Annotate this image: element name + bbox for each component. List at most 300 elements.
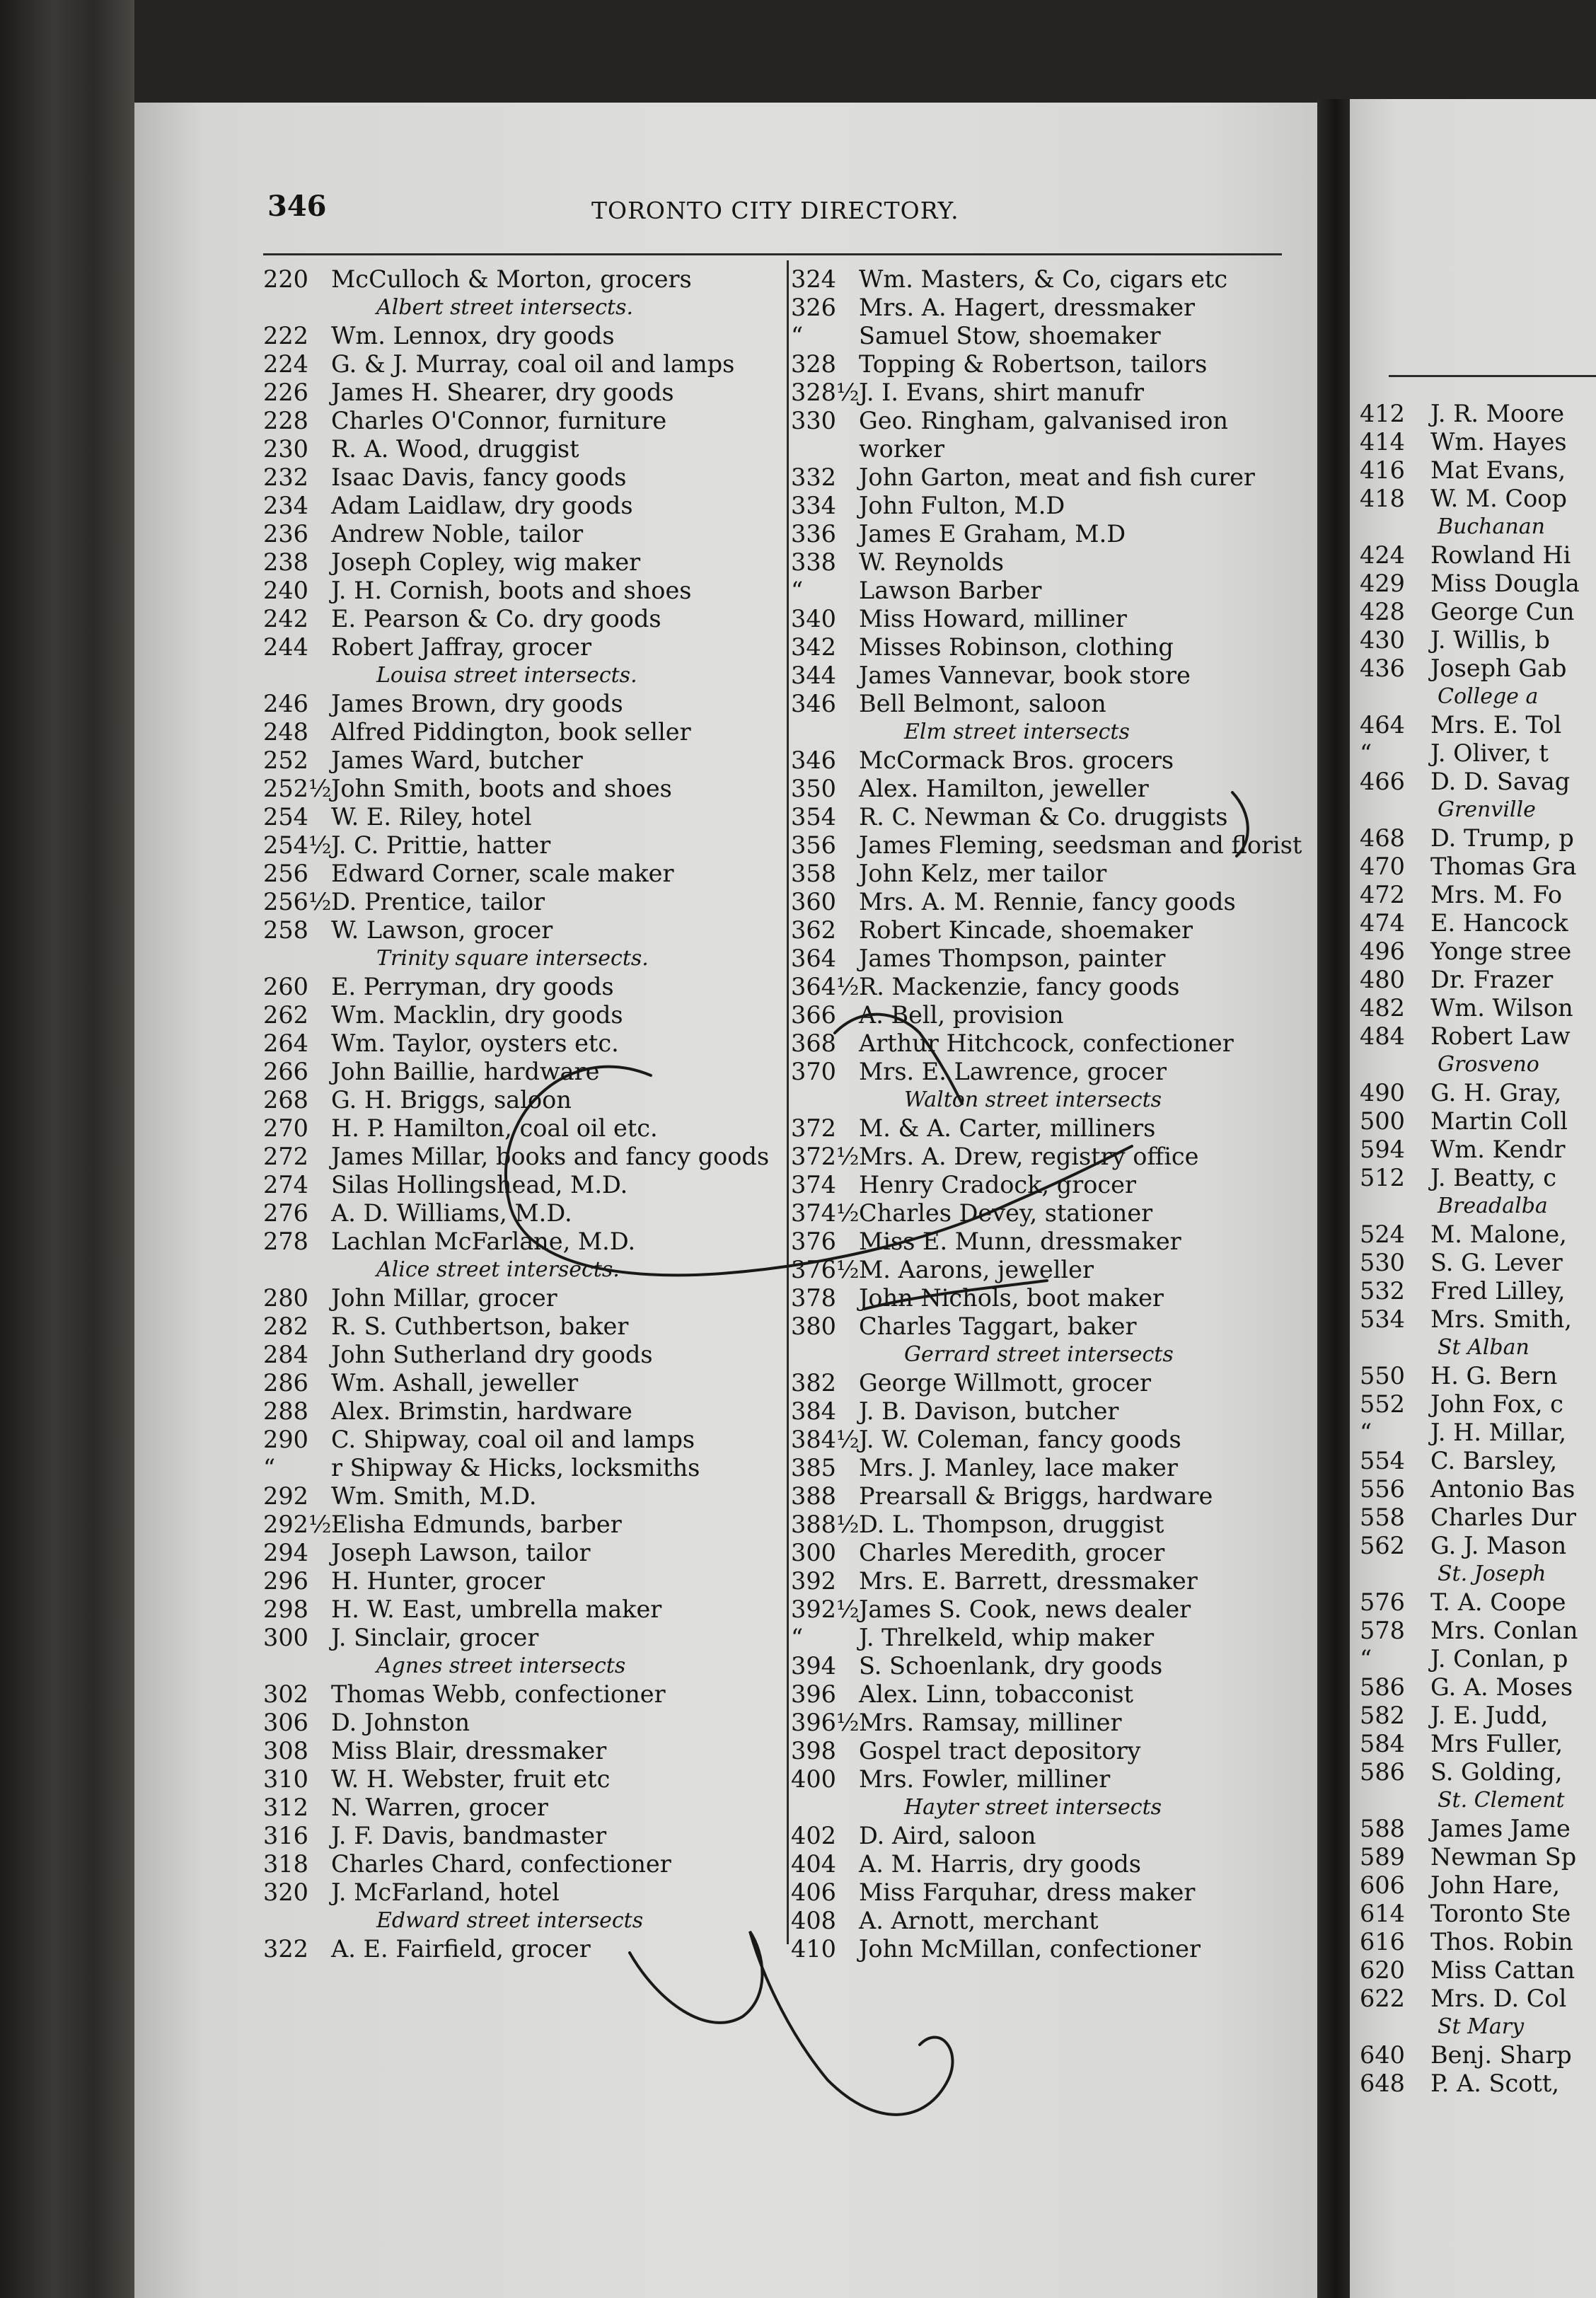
occupant-name: Gospel tract depository <box>859 1737 1141 1765</box>
street-number: 558 <box>1360 1503 1405 1531</box>
occupant-name: John Fox, c <box>1430 1390 1563 1418</box>
occupant-name: J. H. Cornish, boots and shoes <box>331 577 692 604</box>
occupant-name: Robert Law <box>1430 1022 1571 1050</box>
pen-strike-mark <box>865 1281 1047 1309</box>
occupant-name: D. D. Savag <box>1430 768 1571 795</box>
occupant-name: Thomas Webb, confectioner <box>331 1680 666 1708</box>
street-number: 394 <box>791 1652 836 1680</box>
occupant-name: Thos. Robin <box>1430 1928 1573 1956</box>
occupant-name: Topping & Robertson, tailors <box>859 350 1208 378</box>
street-number: 298 <box>263 1595 308 1623</box>
occupant-name: G. H. Gray, <box>1430 1079 1562 1107</box>
occupant-name: Wm. Wilson <box>1430 994 1573 1022</box>
occupant-name: Joseph Gab <box>1430 654 1567 682</box>
occupant-name: C. Shipway, coal oil and lamps <box>331 1426 695 1453</box>
occupant-name: John Hare, <box>1430 1871 1561 1899</box>
occupant-name: James Ward, butcher <box>331 746 583 774</box>
occupant-name: Miss E. Munn, dressmaker <box>859 1228 1181 1255</box>
street-number: 576 <box>1360 1588 1405 1616</box>
street-number: 550 <box>1360 1362 1405 1390</box>
street-number: 436 <box>1360 654 1405 682</box>
street-number: 490 <box>1360 1079 1405 1107</box>
street-number: 278 <box>263 1228 308 1255</box>
occupant-name: Mrs. Smith, <box>1430 1305 1572 1333</box>
street-number: 554 <box>1360 1447 1405 1474</box>
street-number: 332 <box>791 463 836 491</box>
cross-street-heading: Hayter street intersects <box>904 1795 1162 1820</box>
street-number: 584 <box>1360 1730 1405 1757</box>
street-number: 606 <box>1360 1871 1405 1899</box>
occupant-name: James Fleming, seedsman and florist <box>859 831 1302 859</box>
street-number: 326 <box>791 294 836 321</box>
occupant-name: A. E. Fairfield, grocer <box>331 1935 591 1963</box>
occupant-name: J. H. Millar, <box>1430 1419 1567 1446</box>
street-number: 256½ <box>263 888 332 916</box>
street-number: 286 <box>263 1369 308 1397</box>
street-number: 616 <box>1360 1928 1405 1956</box>
occupant-name: Mrs. E. Lawrence, grocer <box>859 1058 1167 1085</box>
running-header: TORONTO CITY DIRECTORY. <box>591 197 959 224</box>
occupant-name: D. Trump, p <box>1430 824 1574 852</box>
street-number: 418 <box>1360 485 1405 512</box>
occupant-name: M. Aarons, jeweller <box>859 1256 1094 1283</box>
street-number: 222 <box>263 322 308 350</box>
street-number: 246 <box>263 690 308 717</box>
cross-street-heading: St Mary <box>1438 2014 1525 2039</box>
occupant-name: W. E. Riley, hotel <box>331 803 532 831</box>
occupant-name: R. S. Cuthbertson, baker <box>331 1312 629 1340</box>
cross-street-heading: St. Clement <box>1438 1788 1565 1813</box>
occupant-name: McCulloch & Morton, grocers <box>331 265 692 293</box>
street-number: 242 <box>263 605 308 633</box>
street-number: 236 <box>263 520 308 548</box>
street-number: 338 <box>791 548 836 576</box>
street-number: 306 <box>263 1709 308 1736</box>
occupant-name: Toronto Ste <box>1430 1900 1571 1927</box>
street-number: 302 <box>263 1680 308 1708</box>
street-number: 376½ <box>791 1256 860 1283</box>
occupant-name: James H. Shearer, dry goods <box>331 379 674 406</box>
occupant-name: J. B. Davison, butcher <box>859 1397 1119 1425</box>
occupant-name: Martin Coll <box>1430 1107 1568 1135</box>
street-number: 354 <box>791 803 836 831</box>
pen-bottom-flourish <box>630 1932 952 2115</box>
occupant-name: Prearsall & Briggs, hardware <box>859 1482 1213 1510</box>
street-number: 578 <box>1360 1617 1405 1644</box>
cross-street-heading: Agnes street intersects <box>376 1653 626 1678</box>
street-number: 464 <box>1360 711 1405 739</box>
occupant-name: W. M. Coop <box>1430 485 1567 512</box>
street-number: 496 <box>1360 937 1405 965</box>
street-number: 562 <box>1360 1532 1405 1559</box>
street-number: 620 <box>1360 1956 1405 1984</box>
occupant-name: A. Bell, provision <box>859 1001 1064 1029</box>
occupant-name: G. & J. Murray, coal oil and lamps <box>331 350 735 378</box>
street-number: 586 <box>1360 1673 1405 1701</box>
occupant-name: Yonge stree <box>1430 937 1572 965</box>
street-number: 268 <box>263 1086 308 1114</box>
occupant-name: Alex. Brimstin, hardware <box>331 1397 632 1425</box>
street-number: 372½ <box>791 1143 860 1170</box>
street-number: “ <box>1360 1419 1372 1446</box>
cross-street-heading: Grosveno <box>1438 1052 1539 1077</box>
cross-street-heading: Louisa street intersects. <box>376 663 637 688</box>
street-number: 474 <box>1360 909 1405 937</box>
street-number: “ <box>791 1624 804 1651</box>
occupant-name: W. Lawson, grocer <box>331 916 553 944</box>
occupant-name: Joseph Lawson, tailor <box>331 1539 591 1566</box>
street-number: 400 <box>791 1765 836 1793</box>
occupant-name: Thomas Gra <box>1430 853 1577 880</box>
occupant-name: Charles Chard, confectioner <box>331 1850 671 1878</box>
street-number: 398 <box>791 1737 836 1765</box>
street-number: 470 <box>1360 853 1405 880</box>
occupant-name: George Willmott, grocer <box>859 1369 1152 1397</box>
cross-street-heading: Breadalba <box>1438 1194 1548 1218</box>
occupant-name: Lawson Barber <box>859 577 1042 604</box>
occupant-name: G. J. Mason <box>1430 1532 1567 1559</box>
street-number: 276 <box>263 1199 308 1227</box>
street-number: 252½ <box>263 775 332 802</box>
occupant-name: Wm. Ashall, jeweller <box>331 1369 579 1397</box>
occupant-name: J. Threlkeld, whip maker <box>859 1624 1155 1651</box>
street-number: 360 <box>791 888 836 916</box>
occupant-name: J. E. Judd, <box>1430 1702 1549 1729</box>
street-number: 648 <box>1360 2069 1405 2097</box>
occupant-name: Bell Belmont, saloon <box>859 690 1106 717</box>
cross-street-heading: Grenville <box>1438 797 1536 822</box>
street-number: 412 <box>1360 400 1405 427</box>
occupant-name: Robert Jaffray, grocer <box>331 633 591 661</box>
occupant-name: John Nichols, boot maker <box>859 1284 1164 1312</box>
street-number: 430 <box>1360 626 1405 654</box>
occupant-name: J. C. Prittie, hatter <box>331 831 551 859</box>
cross-street-heading: Trinity square intersects. <box>376 946 649 971</box>
occupant-name: Wm. Smith, M.D. <box>331 1482 537 1510</box>
street-number: 240 <box>263 577 308 604</box>
street-number: 374½ <box>791 1199 860 1227</box>
street-number: 424 <box>1360 541 1405 569</box>
street-number: 244 <box>263 633 308 661</box>
pen-bracket-mark <box>1232 792 1248 856</box>
occupant-name: r Shipway & Hicks, locksmiths <box>331 1454 700 1482</box>
occupant-name: John Fulton, M.D <box>859 492 1065 519</box>
occupant-name: E. Pearson & Co. dry goods <box>331 605 661 633</box>
street-number: 472 <box>1360 881 1405 908</box>
occupant-name: J. R. Moore <box>1430 400 1565 427</box>
occupant-name: J. McFarland, hotel <box>331 1878 560 1906</box>
street-number: 280 <box>263 1284 308 1312</box>
occupant-name: James S. Cook, news dealer <box>859 1595 1191 1623</box>
occupant-name: S. G. Lever <box>1430 1249 1563 1276</box>
occupant-name: D. Prentice, tailor <box>331 888 545 916</box>
street-number: 410 <box>791 1935 836 1963</box>
cross-street-heading: College a <box>1438 684 1539 709</box>
occupant-name: G. A. Moses <box>1430 1673 1573 1701</box>
street-number: 614 <box>1360 1900 1405 1927</box>
street-number: 252 <box>263 746 308 774</box>
street-number: 320 <box>263 1878 308 1906</box>
street-number: 530 <box>1360 1249 1405 1276</box>
street-number: “ <box>1360 739 1372 767</box>
occupant-name: Geo. Ringham, galvanised iron worker <box>859 407 1228 463</box>
cross-street-heading: Albert street intersects. <box>376 295 634 320</box>
occupant-name: J. Oliver, t <box>1430 739 1549 767</box>
occupant-name: James Jame <box>1430 1815 1571 1842</box>
occupant-name: Mrs. A. Drew, registry office <box>859 1143 1199 1170</box>
street-number: 220 <box>263 265 308 293</box>
street-number: 372 <box>791 1114 836 1142</box>
street-number: 356 <box>791 831 836 859</box>
occupant-name: Henry Cradock, grocer <box>859 1171 1137 1199</box>
street-number: 342 <box>791 633 836 661</box>
occupant-name: D. L. Thompson, druggist <box>859 1511 1164 1538</box>
page-number: 346 <box>267 190 327 223</box>
occupant-name: Elisha Edmunds, barber <box>331 1511 622 1538</box>
occupant-name: H. W. East, umbrella maker <box>331 1595 662 1623</box>
occupant-name: James E Graham, M.D <box>859 520 1126 548</box>
street-number: 512 <box>1360 1164 1405 1191</box>
occupant-name: Mrs. A. Hagert, dressmaker <box>859 294 1196 321</box>
occupant-name: Wm. Kendr <box>1430 1136 1566 1163</box>
occupant-name: Newman Sp <box>1430 1843 1577 1871</box>
occupant-name: Adam Laidlaw, dry goods <box>331 492 633 519</box>
occupant-name: Benj. Sharp <box>1430 2041 1572 2069</box>
occupant-name: John Kelz, mer tailor <box>859 860 1107 887</box>
occupant-name: T. A. Coope <box>1430 1588 1566 1616</box>
occupant-name: John Sutherland dry goods <box>331 1341 653 1368</box>
occupant-name: Misses Robinson, clothing <box>859 633 1174 661</box>
street-number: 622 <box>1360 1985 1405 2012</box>
street-number: 388 <box>791 1482 836 1510</box>
street-number: 350 <box>791 775 836 802</box>
street-number: 258 <box>263 916 308 944</box>
street-number: 282 <box>263 1312 308 1340</box>
cross-street-heading: Walton street intersects <box>904 1087 1162 1112</box>
street-number: 260 <box>263 973 308 1000</box>
street-number: 374 <box>791 1171 836 1199</box>
street-number: 224 <box>263 350 308 378</box>
occupant-name: W. H. Webster, fruit etc <box>331 1765 611 1793</box>
street-number: 308 <box>263 1737 308 1765</box>
street-number: 552 <box>1360 1390 1405 1418</box>
street-number: 230 <box>263 435 308 463</box>
street-number: 284 <box>263 1341 308 1368</box>
street-number: 234 <box>263 492 308 519</box>
occupant-name: John Garton, meat and fish curer <box>859 463 1255 491</box>
occupant-name: Mrs. Fowler, milliner <box>859 1765 1111 1793</box>
occupant-name: Wm. Hayes <box>1430 428 1567 456</box>
street-number: 256 <box>263 860 308 887</box>
street-number: 274 <box>263 1171 308 1199</box>
street-number: 396 <box>791 1680 836 1708</box>
street-number: 294 <box>263 1539 308 1566</box>
cross-street-heading: Buchanan <box>1438 514 1545 539</box>
occupant-name: Mrs. E. Barrett, dressmaker <box>859 1567 1198 1595</box>
occupant-name: Wm. Lennox, dry goods <box>331 322 615 350</box>
occupant-name: J. Conlan, p <box>1430 1645 1568 1673</box>
occupant-name: J. F. Davis, bandmaster <box>331 1822 607 1849</box>
street-number: 414 <box>1360 428 1405 456</box>
occupant-name: A. Arnott, merchant <box>859 1907 1099 1934</box>
occupant-name: James Vannevar, book store <box>859 662 1191 689</box>
street-number: 248 <box>263 718 308 746</box>
street-number: 484 <box>1360 1022 1405 1050</box>
occupant-name: Fred Lilley, <box>1430 1277 1566 1305</box>
occupant-name: Wm. Macklin, dry goods <box>331 1001 623 1029</box>
street-number: 429 <box>1360 570 1405 597</box>
occupant-name: Alex. Hamilton, jeweller <box>859 775 1149 802</box>
occupant-name: E. Perryman, dry goods <box>331 973 614 1000</box>
occupant-name: Charles Meredith, grocer <box>859 1539 1165 1566</box>
street-number: 270 <box>263 1114 308 1142</box>
occupant-name: Andrew Noble, tailor <box>331 520 584 548</box>
occupant-name: Miss Dougla <box>1430 570 1580 597</box>
street-number: 524 <box>1360 1220 1405 1248</box>
occupant-name: Mrs Fuller, <box>1430 1730 1563 1757</box>
street-number: 594 <box>1360 1136 1405 1163</box>
street-number: 334 <box>791 492 836 519</box>
occupant-name: Miss Howard, milliner <box>859 605 1127 633</box>
street-number: 300 <box>791 1539 836 1566</box>
street-number: 296 <box>263 1567 308 1595</box>
occupant-name: Lachlan McFarlane, M.D. <box>331 1228 636 1255</box>
street-number: 468 <box>1360 824 1405 852</box>
occupant-name: Miss Blair, dressmaker <box>331 1737 607 1765</box>
occupant-name: H. G. Bern <box>1430 1362 1558 1390</box>
street-number: 376 <box>791 1228 836 1255</box>
street-number: 364 <box>791 945 836 972</box>
street-number: 396½ <box>791 1709 860 1736</box>
cross-street-heading: Alice street intersects. <box>376 1257 620 1282</box>
cross-street-heading: St. Joseph <box>1438 1561 1546 1586</box>
occupant-name: George Cun <box>1430 598 1575 625</box>
cross-street-heading: Edward street intersects <box>376 1908 644 1933</box>
street-number: 589 <box>1360 1843 1405 1871</box>
occupant-name: W. Reynolds <box>859 548 1004 576</box>
occupant-name: E. Hancock <box>1430 909 1568 937</box>
occupant-name: Edward Corner, scale maker <box>331 860 674 887</box>
street-number: “ <box>263 1454 276 1482</box>
street-number: 272 <box>263 1143 308 1170</box>
occupant-name: P. A. Scott, <box>1430 2069 1559 2097</box>
street-number: 416 <box>1360 456 1405 484</box>
occupant-name: Charles Devey, stationer <box>859 1199 1153 1227</box>
pen-curve-mark <box>835 1015 962 1104</box>
street-number: 226 <box>263 379 308 406</box>
street-number: 500 <box>1360 1107 1405 1135</box>
occupant-name: Mrs. Conlan <box>1430 1617 1578 1644</box>
street-number: 388½ <box>791 1511 860 1538</box>
street-number: 378 <box>791 1284 836 1312</box>
occupant-name: Samuel Stow, shoemaker <box>859 322 1161 350</box>
occupant-name: A. M. Harris, dry goods <box>859 1850 1141 1878</box>
street-number: 534 <box>1360 1305 1405 1333</box>
street-number: 392½ <box>791 1595 860 1623</box>
occupant-name: John McMillan, confectioner <box>859 1935 1201 1963</box>
street-number: 254 <box>263 803 308 831</box>
occupant-name: J. I. Evans, shirt manufr <box>859 379 1144 406</box>
street-number: 346 <box>791 690 836 717</box>
occupant-name: D. Johnston <box>331 1709 470 1736</box>
street-number: 640 <box>1360 2041 1405 2069</box>
occupant-name: Mrs. J. Manley, lace maker <box>859 1454 1178 1482</box>
street-number: 290 <box>263 1426 308 1453</box>
occupant-name: N. Warren, grocer <box>331 1794 548 1821</box>
occupant-name: R. C. Newman & Co. druggists <box>859 803 1228 831</box>
occupant-name: D. Aird, saloon <box>859 1822 1036 1849</box>
street-number: 346 <box>791 746 836 774</box>
street-number: 582 <box>1360 1702 1405 1729</box>
street-number: 316 <box>263 1822 308 1849</box>
occupant-name: McCormack Bros. grocers <box>859 746 1174 774</box>
street-number: 366 <box>791 1001 836 1029</box>
street-number: 556 <box>1360 1475 1405 1503</box>
occupant-name: Charles O'Connor, furniture <box>331 407 667 434</box>
occupant-name: Wm. Taylor, oysters etc. <box>331 1029 619 1057</box>
occupant-name: James Brown, dry goods <box>331 690 623 717</box>
pen-loop-mark <box>506 1067 1132 1276</box>
street-number: 324 <box>791 265 836 293</box>
street-number: 238 <box>263 548 308 576</box>
occupant-name: Alex. Linn, tobacconist <box>859 1680 1134 1708</box>
cross-street-heading: Elm street intersects <box>904 720 1130 744</box>
cross-street-heading: St Alban <box>1438 1335 1530 1360</box>
street-number: 368 <box>791 1029 836 1057</box>
street-number: 370 <box>791 1058 836 1085</box>
occupant-name: Antonio Bas <box>1430 1475 1575 1503</box>
occupant-name: J. Willis, b <box>1430 626 1550 654</box>
street-number: 402 <box>791 1822 836 1849</box>
occupant-name: C. Barsley, <box>1430 1447 1558 1474</box>
street-number: 480 <box>1360 966 1405 993</box>
occupant-name: S. Golding, <box>1430 1758 1563 1786</box>
street-number: 254½ <box>263 831 332 859</box>
occupant-name: James Thompson, painter <box>859 945 1166 972</box>
street-number: 292 <box>263 1482 308 1510</box>
street-number: 328½ <box>791 379 860 406</box>
street-number: 404 <box>791 1850 836 1878</box>
occupant-name: Miss Cattan <box>1430 1956 1575 1984</box>
street-number: “ <box>791 577 804 604</box>
street-number: 310 <box>263 1765 308 1793</box>
street-number: 482 <box>1360 994 1405 1022</box>
occupant-name: John Smith, boots and shoes <box>331 775 672 802</box>
street-number: 358 <box>791 860 836 887</box>
occupant-name: H. Hunter, grocer <box>331 1567 545 1595</box>
street-number: 288 <box>263 1397 308 1425</box>
occupant-name: H. P. Hamilton, coal oil etc. <box>331 1114 658 1142</box>
occupant-name: John Baillie, hardware <box>331 1058 600 1085</box>
occupant-name: J. W. Coleman, fancy goods <box>859 1426 1181 1453</box>
occupant-name: Silas Hollingshead, M.D. <box>331 1171 628 1199</box>
occupant-name: Dr. Frazer <box>1430 966 1554 993</box>
street-number: 330 <box>791 407 836 434</box>
occupant-name: Mrs. D. Col <box>1430 1985 1567 2012</box>
occupant-name: M. & A. Carter, milliners <box>859 1114 1156 1142</box>
street-number: 382 <box>791 1369 836 1397</box>
street-number: 588 <box>1360 1815 1405 1842</box>
occupant-name: Mrs. A. M. Rennie, fancy goods <box>859 888 1236 916</box>
occupant-name: Rowland Hi <box>1430 541 1571 569</box>
occupant-name: R. A. Wood, druggist <box>331 435 579 463</box>
street-number: 362 <box>791 916 836 944</box>
street-number: 344 <box>791 662 836 689</box>
occupant-name: Mat Evans, <box>1430 456 1566 484</box>
occupant-name: Robert Kincade, shoemaker <box>859 916 1193 944</box>
street-number: 392 <box>791 1567 836 1595</box>
street-number: 406 <box>791 1878 836 1906</box>
